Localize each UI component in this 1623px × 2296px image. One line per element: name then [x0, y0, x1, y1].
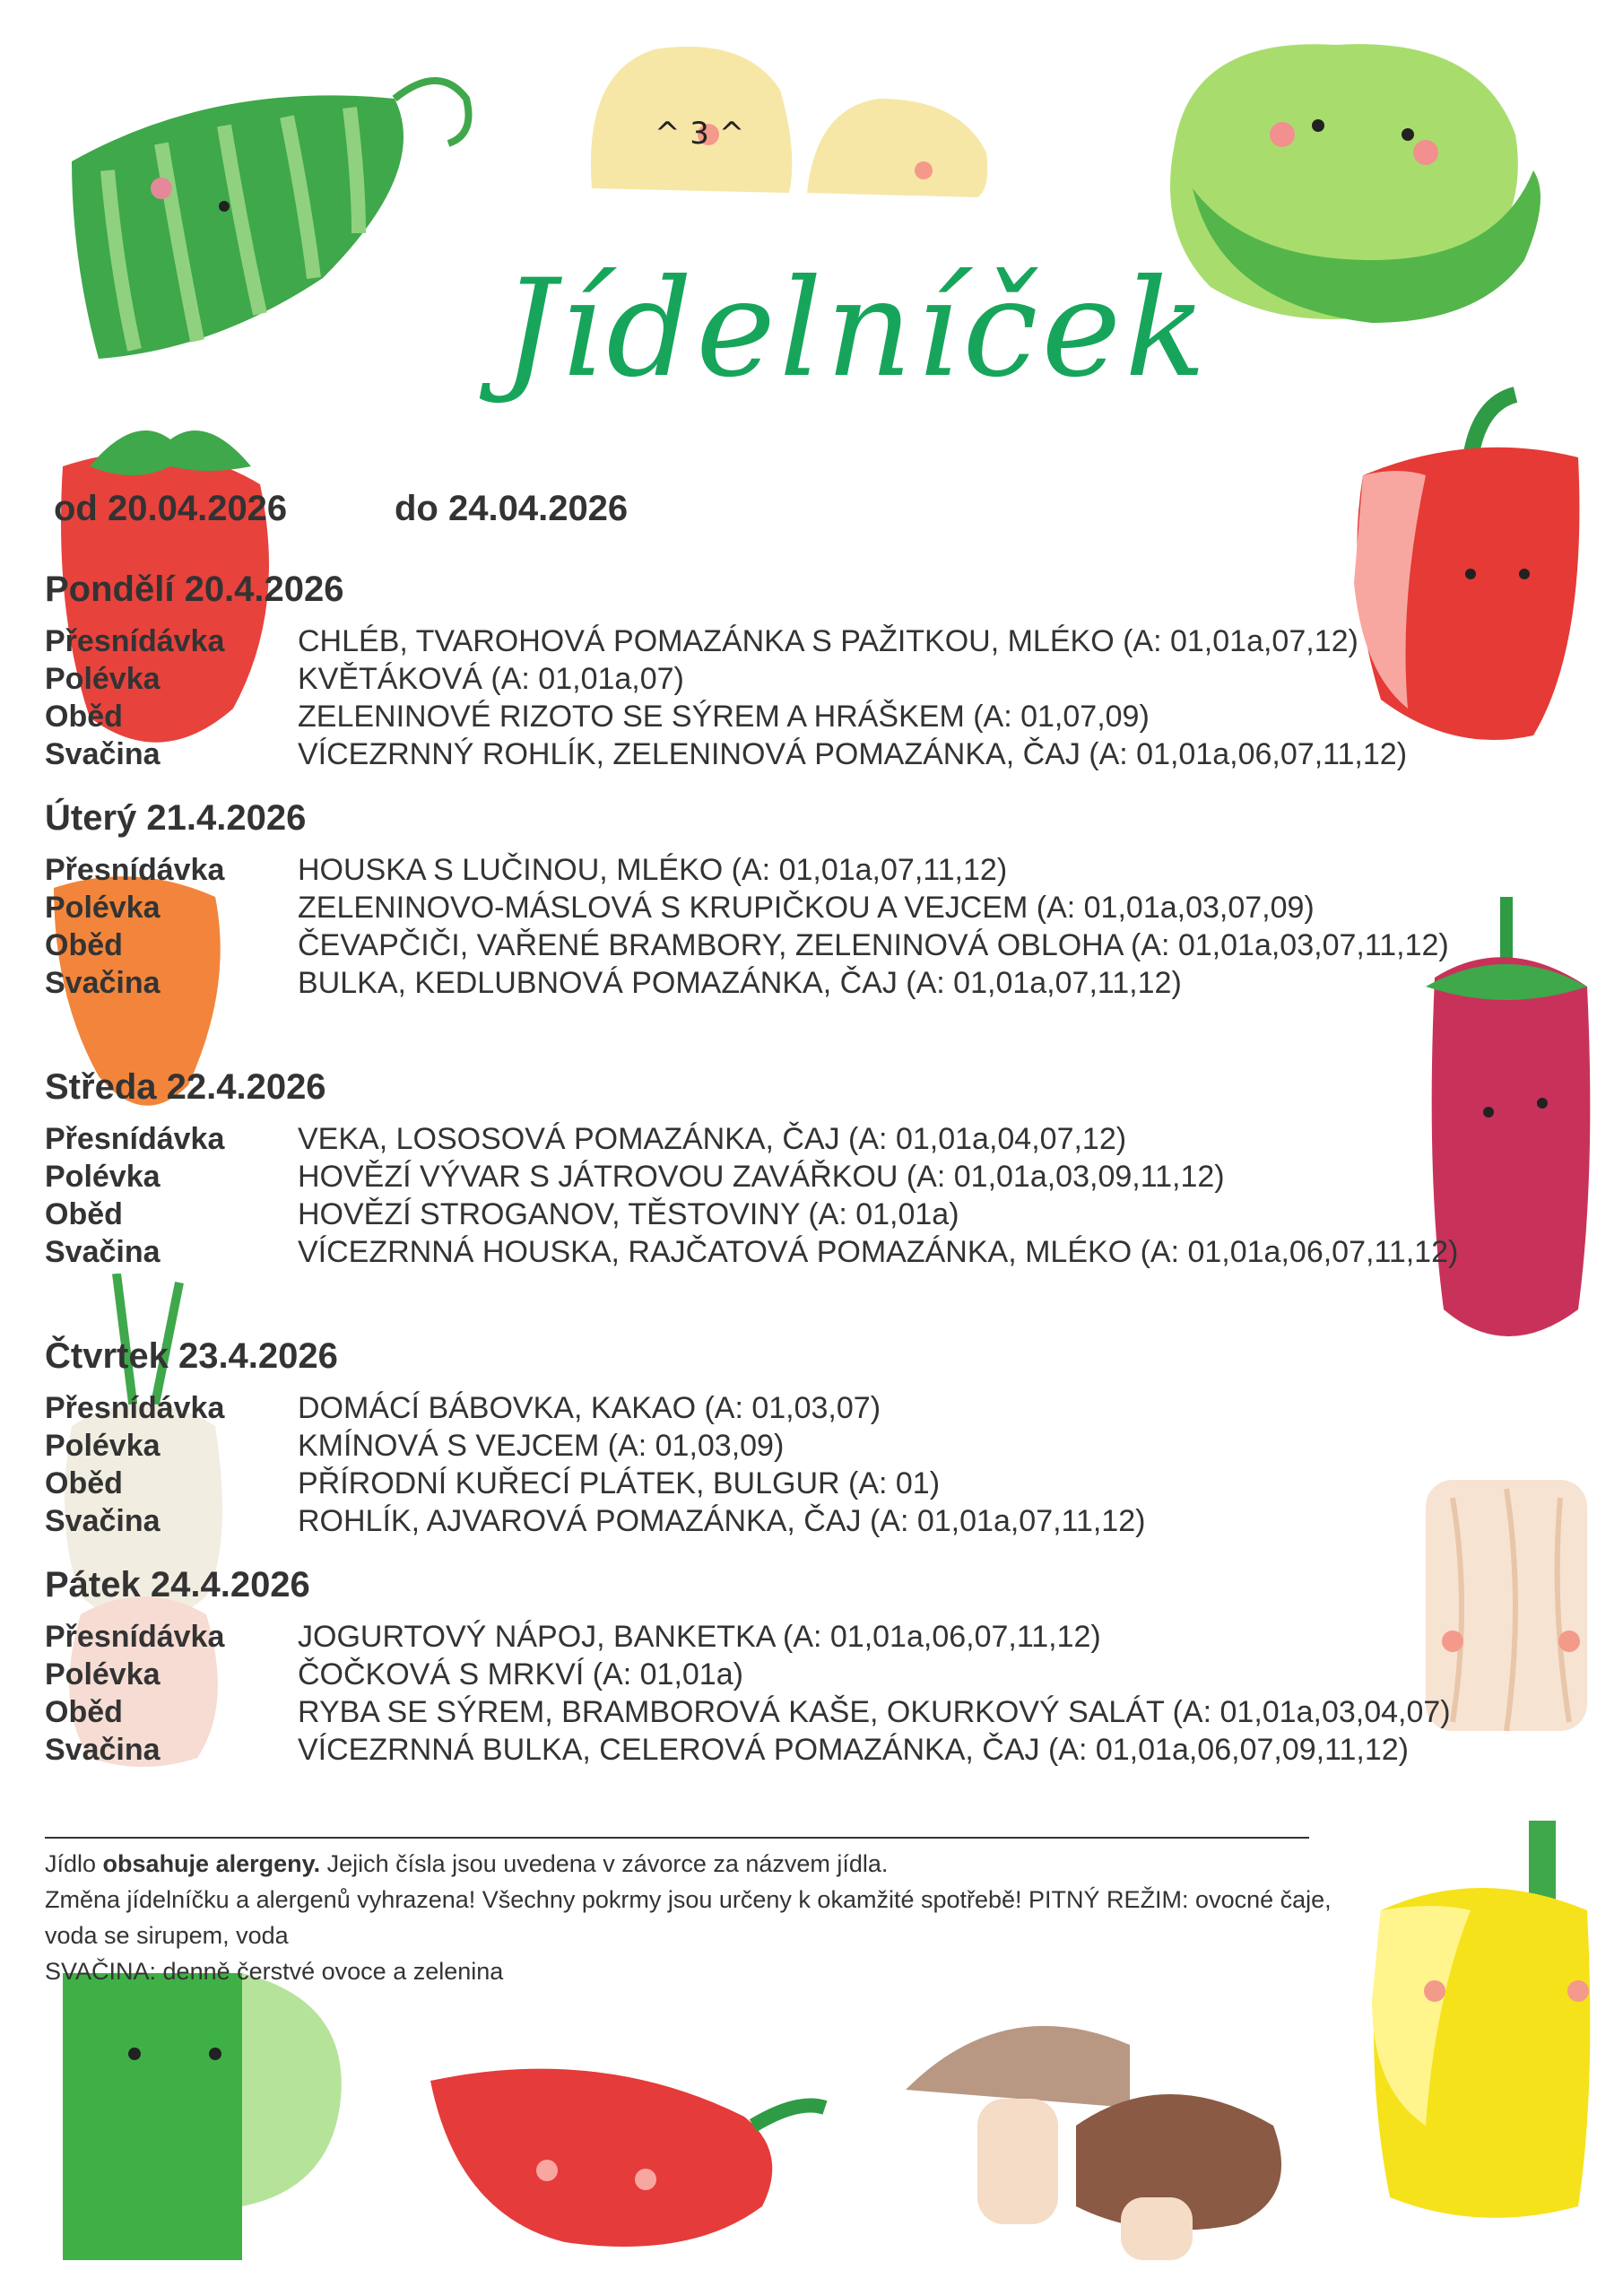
meal-label: Svačina — [45, 1235, 161, 1269]
meal-label: Oběd — [45, 1197, 123, 1231]
footer-notes — [45, 1846, 1354, 1989]
meal-text: JOGURTOVÝ NÁPOJ, BANKETKA (A: 01,01a,06,07,11,12) — [298, 1620, 1101, 1654]
meal-row — [45, 1502, 1515, 1540]
meal-row — [45, 889, 1515, 926]
meal-label: Oběd — [45, 928, 123, 962]
meal-text: KMÍNOVÁ S VEJCEM (A: 01,03,09) — [298, 1429, 785, 1463]
meal-row — [45, 964, 1515, 1002]
footer-text: Jídlo — [45, 1850, 103, 1877]
meal-label: Svačina — [45, 1504, 161, 1538]
footer-snack-note: SVAČINA: denně čerstvé ovoce a zelenina — [45, 1958, 504, 1985]
day-tuesday — [45, 798, 1515, 1002]
meal-text: CHLÉB, TVAROHOVÁ POMAZÁNKA S PAŽITKOU, MLÉKO (A: 01,01a,07,12) — [298, 624, 1358, 658]
chili-icon — [421, 2027, 834, 2260]
day-title: Středa 22.4.2026 — [45, 1067, 326, 1107]
meal-row — [45, 926, 1515, 964]
meal-label: Polévka — [45, 1160, 161, 1194]
date-range-to: do 24.04.2026 — [395, 489, 629, 528]
meal-label: Přesnídávka — [45, 624, 225, 658]
meal-row — [45, 1731, 1515, 1769]
meal-text: PŘÍRODNÍ KUŘECÍ PLÁTEK, BULGUR (A: 01) — [298, 1466, 941, 1500]
footer-bold-text: obsahuje alergeny. — [102, 1850, 321, 1877]
mushroom-icon — [897, 1991, 1309, 2260]
meal-row — [45, 1427, 1515, 1465]
meal-row — [45, 1618, 1515, 1656]
meal-row — [45, 1389, 1515, 1427]
footer-allergen-note — [45, 1846, 1354, 1882]
meal-text: DOMÁCÍ BÁBOVKA, KAKAO (A: 01,03,07) — [298, 1391, 881, 1425]
day-title: Čtvrtek 23.4.2026 — [45, 1336, 338, 1376]
meal-label: Svačina — [45, 1733, 161, 1767]
meal-row — [45, 698, 1515, 735]
meal-label: Přesnídávka — [45, 1122, 225, 1156]
yellow-pepper-icon — [1363, 1803, 1596, 2233]
page-title: Jídelníček — [502, 251, 1211, 407]
meal-row — [45, 851, 1515, 889]
meal-label: Oběd — [45, 1695, 123, 1729]
meal-label: Oběd — [45, 1466, 123, 1500]
meal-text: HOVĚZÍ VÝVAR S JÁTROVOU ZAVÁŘKOU (A: 01,01a,03,09,11,12) — [298, 1160, 1225, 1194]
day-friday — [45, 1565, 1515, 1769]
day-title: Úterý 21.4.2026 — [45, 798, 307, 838]
day-title: Pátek 24.4.2026 — [45, 1565, 310, 1605]
footer-text: Jejich čísla jsou uvedena v závorce za názvem jídla. — [320, 1850, 889, 1877]
divider — [45, 1837, 1309, 1839]
footer-change-note: Změna jídelníčku a alergenů vyhrazena! Všechny pokrmy jsou určeny k okamžité spotřebě! PITNÝ REŽIM: ovocné čaje, voda se sirupem, voda — [45, 1886, 1332, 1949]
meal-row — [45, 622, 1515, 660]
meal-text: VÍCEZRNNÁ HOUSKA, RAJČATOVÁ POMAZÁNKA, MLÉKO (A: 01,01a,06,07,11,12) — [298, 1235, 1459, 1269]
day-monday — [45, 570, 1515, 773]
meal-label: Přesnídávka — [45, 1620, 225, 1654]
meal-row — [45, 735, 1515, 773]
meal-text: ČEVAPČIČI, VAŘENÉ BRAMBORY, ZELENINOVÁ OBLOHA (A: 01,01a,03,07,11,12) — [298, 928, 1449, 962]
celery-icon — [54, 1955, 359, 2260]
day-title: Pondělí 20.4.2026 — [45, 570, 344, 609]
meal-row — [45, 1693, 1515, 1731]
date-range-from: od 20.04.2026 — [54, 489, 288, 528]
meal-text: ČOČKOVÁ S MRKVÍ (A: 01,01a) — [298, 1657, 743, 1692]
meal-label: Svačina — [45, 737, 161, 771]
meal-text: KVĚTÁKOVÁ (A: 01,01a,07) — [298, 662, 684, 696]
meal-text: VEKA, LOSOSOVÁ POMAZÁNKA, ČAJ (A: 01,01a,04,07,12) — [298, 1122, 1127, 1156]
meal-row — [45, 1158, 1515, 1196]
meal-row — [45, 1465, 1515, 1502]
svg-text:^ 3 ^: ^ 3 ^ — [655, 116, 745, 152]
meal-text: RYBA SE SÝREM, BRAMBOROVÁ KAŠE, OKURKOVÝ SALÁT (A: 01,01a,03,04,07) — [298, 1695, 1451, 1729]
meal-label: Polévka — [45, 1429, 161, 1463]
meal-row — [45, 660, 1515, 698]
meal-label: Polévka — [45, 891, 161, 925]
meal-text: ZELENINOVÉ RIZOTO SE SÝREM A HRÁŠKEM (A: 01,07,09) — [298, 700, 1150, 734]
cucumber-icon — [54, 45, 484, 368]
day-thursday — [45, 1336, 1515, 1540]
meal-text: ROHLÍK, AJVAROVÁ POMAZÁNKA, ČAJ (A: 01,01a,07,11,12) — [298, 1504, 1146, 1538]
potato-icon — [583, 36, 995, 215]
meal-label: Polévka — [45, 1657, 161, 1692]
meal-row — [45, 1120, 1515, 1158]
meal-text: BULKA, KEDLUBNOVÁ POMAZÁNKA, ČAJ (A: 01,01a,07,11,12) — [298, 966, 1182, 1000]
meal-row — [45, 1233, 1515, 1271]
meal-label: Polévka — [45, 662, 161, 696]
meal-text: VÍCEZRNNÝ ROHLÍK, ZELENINOVÁ POMAZÁNKA, ČAJ (A: 01,01a,06,07,11,12) — [298, 737, 1408, 771]
meal-label: Přesnídávka — [45, 853, 225, 887]
meal-label: Svačina — [45, 966, 161, 1000]
meal-row — [45, 1196, 1515, 1233]
meal-row — [45, 1656, 1515, 1693]
meal-text: HOUSKA S LUČINOU, MLÉKO (A: 01,01a,07,11,12) — [298, 853, 1008, 887]
meal-label: Přesnídávka — [45, 1391, 225, 1425]
day-wednesday — [45, 1067, 1515, 1271]
meal-text: VÍCEZRNNÁ BULKA, CELEROVÁ POMAZÁNKA, ČAJ (A: 01,01a,06,07,09,11,12) — [298, 1733, 1409, 1767]
meal-text: ZELENINOVO-MÁSLOVÁ S KRUPIČKOU A VEJCEM (A: 01,01a,03,07,09) — [298, 891, 1315, 925]
meal-text: HOVĚZÍ STROGANOV, TĚSTOVINY (A: 01,01a) — [298, 1197, 959, 1231]
meal-label: Oběd — [45, 700, 123, 734]
